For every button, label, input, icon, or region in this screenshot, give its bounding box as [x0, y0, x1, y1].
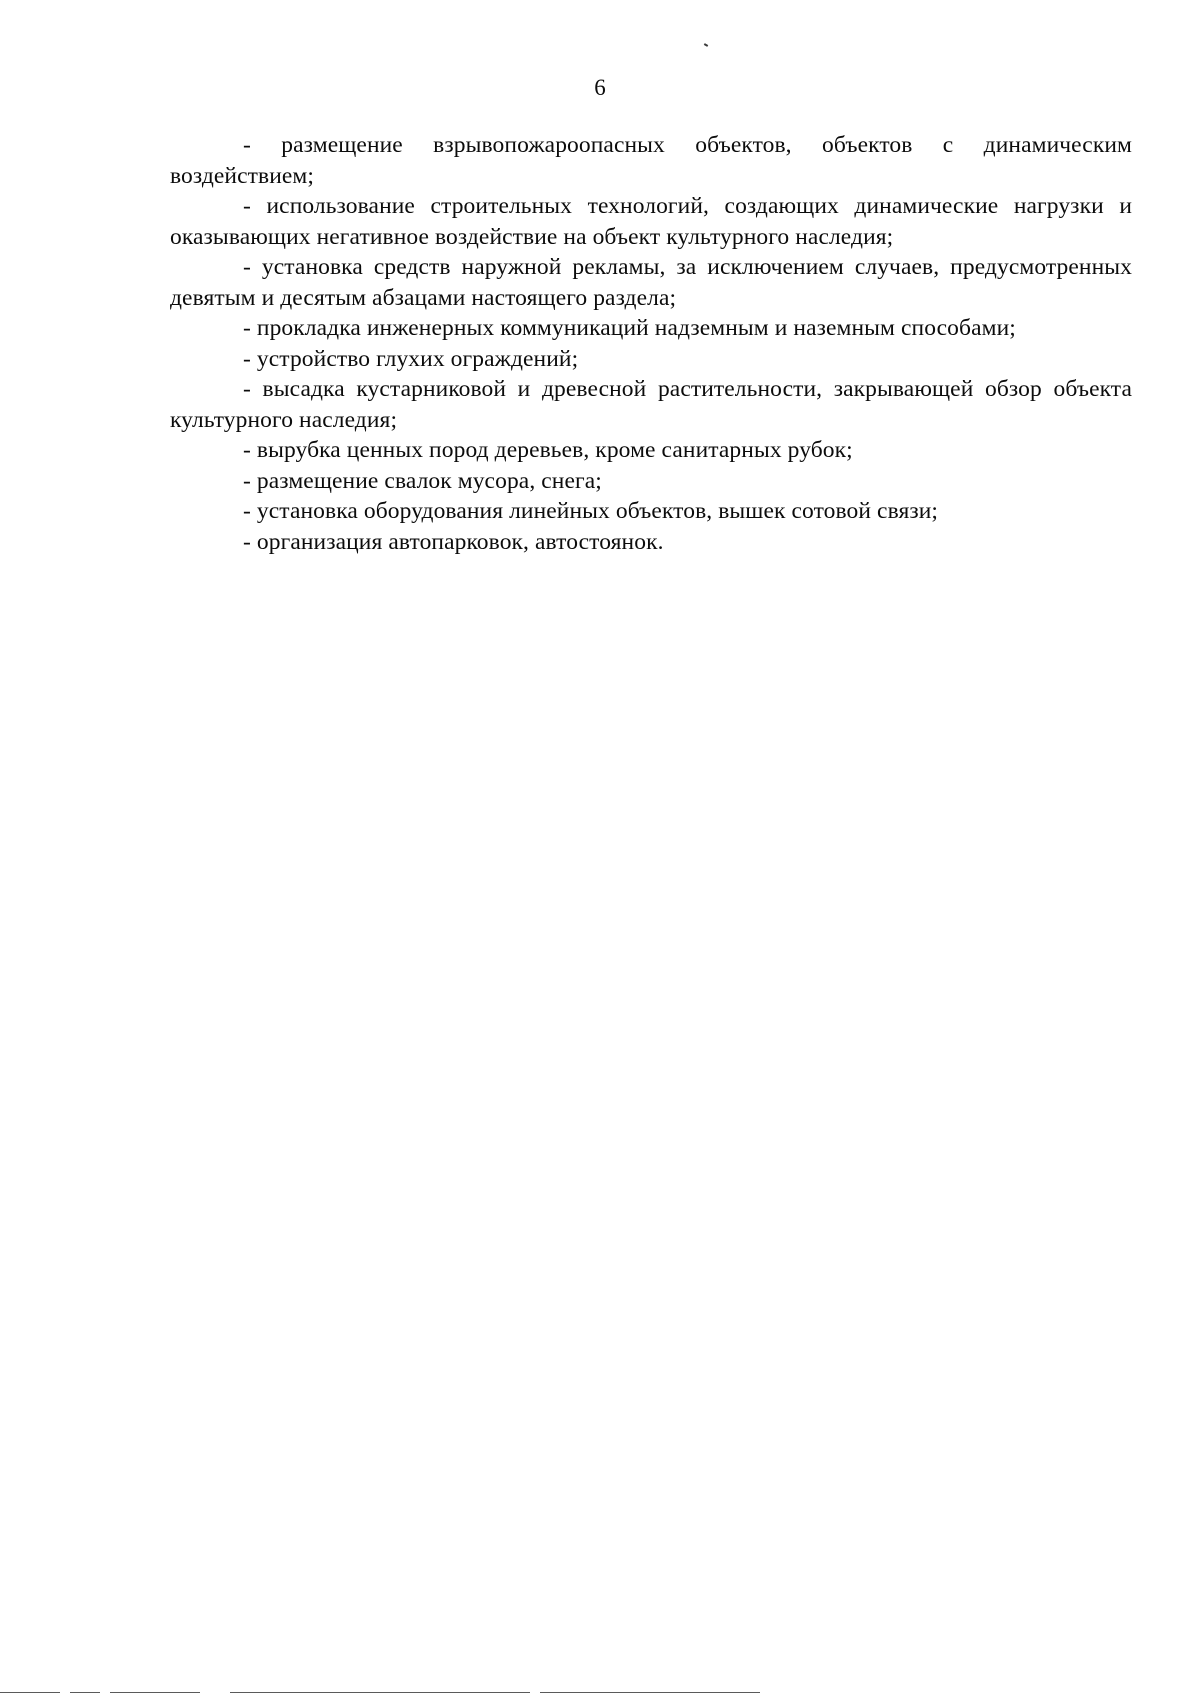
list-item: - размещение взрывопожароопасных объектов, объектов с динамическим воздействием;: [170, 132, 1132, 189]
list-item: - вырубка ценных пород деревьев, кроме санитарных рубок;: [243, 437, 853, 463]
list-item: - устройство глухих ограждений;: [243, 345, 579, 372]
page-number: 6: [594, 75, 606, 100]
scan-edge-line: [0, 1692, 60, 1693]
list-item: - прокладка инженерных коммуникаций надземным и наземным способами;: [243, 315, 1016, 341]
scan-edge-line: [540, 1692, 760, 1693]
scan-edge-line: [110, 1692, 200, 1693]
list-item: - использование строительных технологий, создающих динамические нагрузки и оказывающих негативное воздействие на объект культурного наследия;: [170, 193, 1132, 250]
list-item: - установка средств наружной рекламы, за исключением случаев, предусмотренных девятым и десятым абзацами настоящего раздела;: [170, 254, 1132, 311]
scan-edge-line: [70, 1692, 100, 1693]
scan-edge-line: [230, 1692, 530, 1693]
scan-speck: [704, 43, 708, 47]
list-item: - организация автопарковок, автостоянок.: [243, 528, 664, 555]
list-item: - установка оборудования линейных объектов, вышек сотовой связи;: [243, 498, 939, 524]
document-body: [170, 130, 1132, 557]
scan-bottom-edge: [0, 1689, 1200, 1697]
list-item: - высадка кустарниковой и древесной растительности, закрывающей обзор объекта культурного наследия;: [170, 376, 1132, 433]
list-item: - размещение свалок мусора, снега;: [243, 467, 602, 494]
